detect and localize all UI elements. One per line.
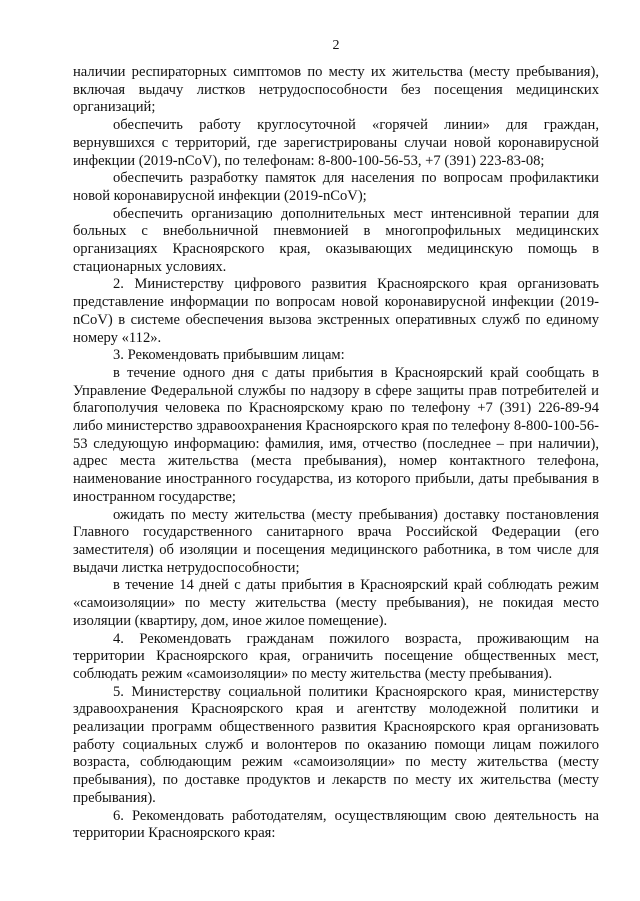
paragraph: 6. Рекомендовать работодателям, осуществляющим свою деятельность на территории Красноярского края: — [73, 807, 599, 842]
document-page — [73, 38, 599, 843]
paragraph: в течение 14 дней с даты прибытия в Красноярский край соблюдать режим «самоизоляции» по месту жительства (месту пребывания), не покидая место изоляции (квартиру, дом, иное жилое помещение). — [73, 577, 599, 629]
paragraph: 3. Рекомендовать прибывшим лицам: — [113, 347, 345, 364]
page-number: 2 — [332, 38, 340, 53]
paragraph: в течение одного дня с даты прибытия в Красноярский край сообщать в Управление Федеральной службы по надзору в сфере защиты прав потребителей и благополучия человека по Красноярскому краю по телефону +7 (391) 226-89-94 либо министерство здравоохранения Красноярского края по телефону 8-800-100-56-53 следующую информацию: фамилия, имя, отчество (последнее – при наличии), адрес места жительства (места пребывания), номер контактного телефона, наименование иностранного государства, из которого прибыли, даты пребывания в иностранном государстве; — [73, 364, 599, 505]
paragraph: 2. Министерству цифрового развития Красноярского края организовать представление информации по вопросам новой коронавирусной инфекции (2019-nCoV) в системе обеспечения вызова экстренных оперативных служб по единому номеру «112». — [73, 276, 599, 346]
paragraph: 4. Рекомендовать гражданам пожилого возраста, проживающим на территории Красноярского края, ограничить посещение общественных мест, соблюдать режим «самоизоляции» по месту жительства (месту пребывания). — [73, 630, 599, 682]
paragraph: обеспечить разработку памяток для населения по вопросам профилактики новой коронавирусной инфекции (2019-nCoV); — [73, 170, 599, 204]
paragraph: обеспечить организацию дополнительных мест интенсивной терапии для больных с внебольничной пневмонией в многопрофильных медицинских организациях Красноярского края, оказывающих медицинскую помощь в стационарных условиях. — [73, 205, 599, 275]
paragraph: наличии респираторных симптомов по месту их жительства (месту пребывания), включая выдачу листков нетрудоспособности без посещения медицинских организаций; — [73, 64, 599, 116]
paragraph: 5. Министерству социальной политики Красноярского края, министерству здравоохранения Красноярского края и агентству молодежной политики и реализации программ общественного развития Красноярского края организовать работу социальных служб и волонтеров по оказанию помощи лицам пожилого возраста, соблюдающим режим «самоизоляции» по месту жительства (месту пребывания), по доставке продуктов и лекарств по месту их жительства (месту пребывания). — [73, 683, 599, 806]
paragraph: обеспечить работу круглосуточной «горячей линии» для граждан, вернувшихся с территорий, где зарегистрированы случаи новой коронавирусной инфекции (2019-nCoV), по телефонам: 8-800-100-56-53, +7 (391) 223-83-08; — [73, 117, 599, 169]
document-body — [73, 64, 599, 843]
paragraph: ожидать по месту жительства (месту пребывания) доставку постановления Главного государственного санитарного врача Российской Федерации (его заместителя) об изоляции и посещения медицинского работника, в том числе для выдачи листка нетрудоспособности; — [73, 506, 599, 576]
